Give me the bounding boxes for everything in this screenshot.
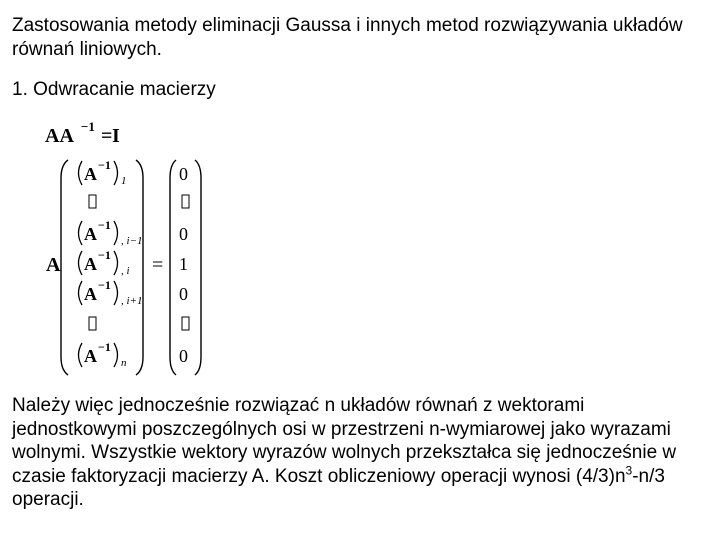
entry-exponent: −1: [98, 340, 111, 354]
entry-subscript: , i+1: [121, 295, 143, 307]
slide-title: Zastosowania metody eliminacji Gaussa i innych metod rozwiązywania układów równań liniowych.: [12, 15, 683, 60]
right-vector-column: [179, 164, 189, 366]
ellipsis-placeholder: [89, 317, 96, 330]
entry-close-paren: [114, 281, 118, 305]
entry-close-paren: [114, 221, 118, 245]
entry-exponent: −1: [98, 158, 111, 172]
ellipsis-placeholder: [89, 195, 96, 208]
paragraph-text: Należy więc jednocześnie rozwiązać n układów równań z wektorami jednostkowymi poszczególnych osi w przestrzeni n-wymiarowej jako wyrazami wolnymi. Wszystkie wektory wyrazów wolnych przekształca się jednocześnie w czasie faktoryzacji macierzy A. Koszt obliczeniowy operacji wynosi (4/3)n: [12, 395, 677, 487]
formula-equals: =: [101, 125, 113, 147]
entry-base: A: [84, 164, 97, 184]
unit-vector-entry: 0: [179, 164, 188, 184]
entry-base: A: [84, 254, 97, 274]
entry-close-paren: [114, 161, 118, 185]
entry-open-paren: [79, 161, 83, 185]
section-heading: 1. Odwracanie macierzy: [12, 79, 216, 100]
entry-open-paren: [79, 221, 83, 245]
entry-base: A: [84, 346, 97, 366]
cube-exponent: 3: [625, 463, 633, 478]
left-matrix-close-bracket: [136, 160, 143, 375]
unit-vector-entry: 0: [179, 284, 188, 304]
inverse-column-entry: [79, 278, 143, 307]
entry-exponent: −1: [98, 218, 111, 232]
right-vector-open-bracket: [170, 160, 176, 375]
entry-subscript: , i: [121, 265, 130, 277]
entry-close-paren: [114, 251, 118, 275]
entry-base: A: [84, 284, 97, 304]
entry-close-paren: [114, 343, 118, 367]
left-matrix-open-bracket: [61, 160, 68, 375]
left-matrix-column: [79, 158, 143, 369]
inverse-column-entry: [79, 248, 130, 277]
entry-open-paren: [79, 343, 83, 367]
body-paragraph: [12, 394, 702, 512]
inverse-column-entry: [79, 158, 127, 187]
equals-sign: =: [152, 254, 164, 276]
unit-vector-entry: 0: [179, 346, 188, 366]
inverse-column-entry: [79, 218, 143, 247]
unit-vector-entry: 0: [179, 224, 188, 244]
unit-vector-entry: 1: [179, 254, 188, 274]
entry-open-paren: [79, 251, 83, 275]
ellipsis-placeholder: [182, 317, 189, 330]
entry-base: A: [84, 224, 97, 244]
ellipsis-placeholder: [182, 195, 189, 208]
formula-exponent: −1: [81, 119, 95, 134]
entry-exponent: −1: [98, 278, 111, 292]
entry-subscript: 1: [121, 175, 127, 187]
entry-subscript: n: [121, 357, 127, 369]
right-vector-close-bracket: [195, 160, 201, 375]
left-factor-a: A: [46, 254, 61, 276]
entry-exponent: −1: [98, 248, 111, 262]
formula-rhs: I: [112, 125, 120, 147]
inverse-column-entry: [79, 340, 128, 369]
paragraph-text-end: -n/3 operacji.: [12, 465, 665, 510]
entry-open-paren: [79, 281, 83, 305]
entry-subscript: , i−1: [121, 235, 143, 247]
formula-lhs: AA: [45, 125, 74, 147]
